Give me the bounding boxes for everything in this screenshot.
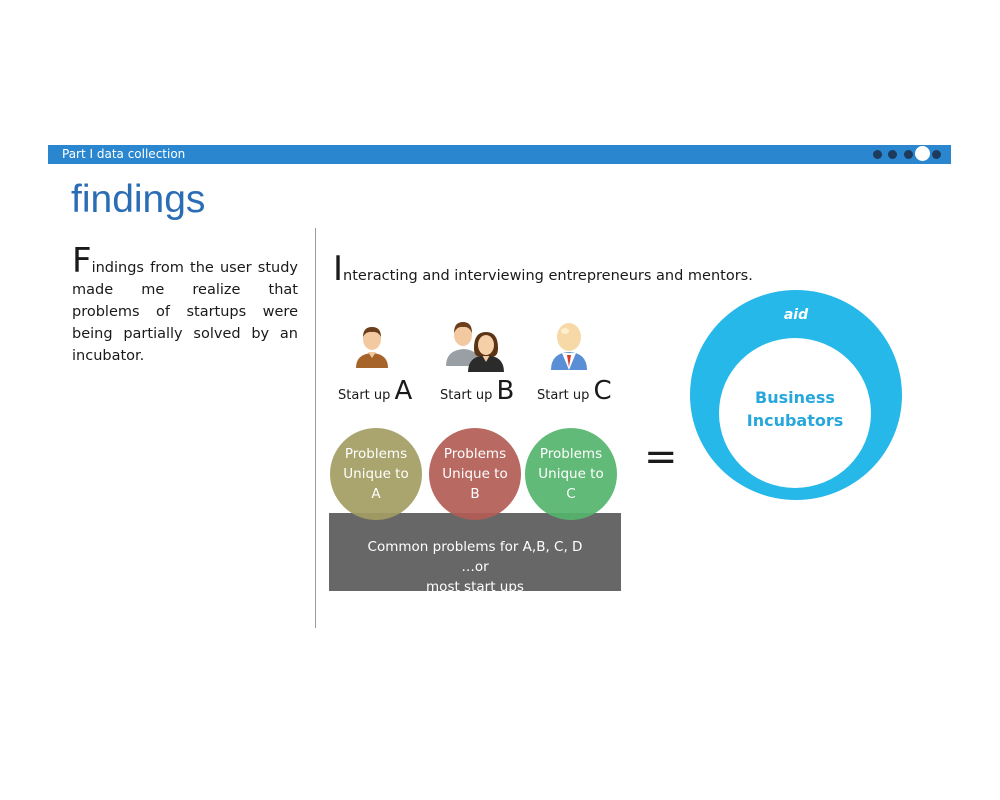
common-problems-text <box>329 537 621 597</box>
problem-line: C <box>566 486 576 502</box>
common-problems-line1: Common problems for A,B, C, D …or <box>367 539 583 575</box>
startup-label-b <box>440 376 514 406</box>
problem-line: Unique to <box>538 466 604 482</box>
progress-dot-current <box>915 146 930 161</box>
incubator-line2: Incubators <box>746 411 844 430</box>
two-people-icon <box>444 318 506 372</box>
section-header-bar <box>48 145 951 164</box>
problem-circle-c <box>525 428 617 520</box>
startup-prefix: Start up <box>338 388 391 403</box>
column-divider <box>315 228 316 628</box>
progress-dot <box>932 150 941 159</box>
single-person-icon <box>352 322 392 368</box>
progress-dots <box>873 147 943 161</box>
progress-dot <box>904 150 913 159</box>
problem-line: Unique to <box>343 466 409 482</box>
startup-letter: A <box>394 376 413 406</box>
problem-circle-b <box>429 428 521 520</box>
interview-heading-text: nteracting and interviewing entrepreneurs and mentors. <box>343 268 753 284</box>
problem-line: Problems <box>539 446 603 462</box>
problem-line: Problems <box>344 446 408 462</box>
findings-paragraph <box>72 241 298 367</box>
progress-dot <box>888 150 897 159</box>
findings-text: indings from the user study made me realize that problems of startups were being partially solved by an incubator. <box>72 260 298 364</box>
interview-heading <box>333 249 753 289</box>
startup-prefix: Start up <box>537 388 590 403</box>
incubator-line1: Business <box>755 388 835 407</box>
aid-label: aid <box>783 307 809 323</box>
drop-cap: F <box>72 241 92 281</box>
problem-circle-a <box>330 428 422 520</box>
page-title: findings <box>71 178 206 221</box>
startup-letter: C <box>593 376 612 406</box>
startup-prefix: Start up <box>440 388 493 403</box>
problem-line: A <box>371 486 381 502</box>
common-problems-box <box>329 513 621 595</box>
problem-line: Problems <box>443 446 507 462</box>
equals-sign: = <box>644 434 678 480</box>
problem-line: B <box>470 486 480 502</box>
startup-letter: B <box>496 376 515 406</box>
drop-cap: I <box>333 249 344 289</box>
businessman-icon <box>548 320 590 370</box>
business-incubators-label <box>719 386 871 432</box>
progress-dot <box>873 150 882 159</box>
startup-label-c <box>537 376 612 406</box>
section-label: Part I data collection <box>62 147 186 161</box>
common-problems-line2: most start ups <box>426 579 524 595</box>
problem-line: Unique to <box>442 466 508 482</box>
startup-label-a <box>338 376 412 406</box>
